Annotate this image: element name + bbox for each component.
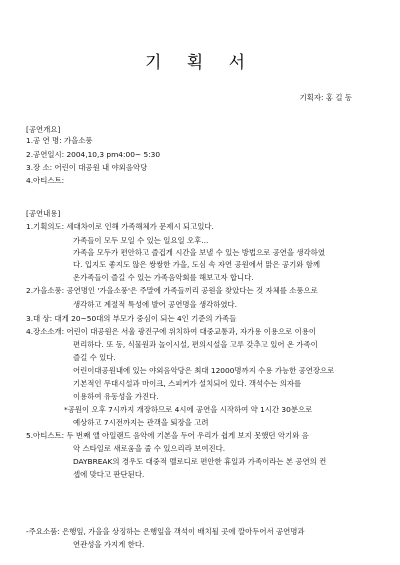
- document-title: 기 획 서: [144, 53, 256, 73]
- content-line: 즐길 수 있다.: [73, 353, 116, 362]
- planner-label: 기획자: 홍 길 동: [299, 93, 352, 102]
- content-line: 셉에 맞다고 판단된다.: [73, 470, 145, 479]
- content-line: 온가족들이 즐길 수 있는 가족음악회를 해보고자 합니다.: [73, 273, 254, 282]
- overview-item: 2.공연일시: 2004,10,3 pm4:00~ 5:30: [26, 150, 161, 159]
- overview-header: [공연개요]: [26, 125, 61, 134]
- content-line: 가족들이 모두 모일 수 있는 일요일 오후...: [73, 236, 209, 245]
- content-line: 악 스타일로 새로움을 줄 수 있으리라 보여진다.: [73, 444, 226, 453]
- content-line: 다. 입지도 좋지도 않은 쌍쌍한 가을, 도심 속 자연 공원에서 맑은 공기와 함께: [73, 260, 321, 269]
- content-line: 가족을 모두가 편안하고 즐겁게 시간을 보낼 수 있는 방법으로 공연을 생각하였: [73, 248, 325, 257]
- content-line: 4.장소소개: 어린이 대공원은 서울 광진구에 위치하여 대중교통과, 자가용 이용으로 이용이: [26, 327, 317, 336]
- overview-item: 3.장 소: 어린이 대공원 내 야외음악당: [26, 163, 148, 172]
- content-line: 5.아티스트: 두 번째 앨 아일랜드 음악에 기본을 두어 우리가 쉽게 보지 못했던 악기와 음: [26, 431, 309, 440]
- content-line: 2.가을소풍: 공연명인 '가을소풍'은 주말에 가족들끼리 공원을 찾았다는 것 자체를 소풍으로: [26, 286, 318, 295]
- content-line: 편리하다. 또 동, 식물원과 놀이시설, 편의시설을 고루 갖추고 있어 온 가족이: [73, 340, 318, 349]
- content-line: *공원이 오후 7시까지 개장하므로 4시에 공연을 시작하여 약 1시간 30분으로: [64, 405, 313, 414]
- content-line: 예상하고 7시전까지는 관객을 퇴장을 고려: [73, 418, 209, 427]
- content-line: 1.기획의도: 세대차이로 인해 가족해체가 문제시 되고있다.: [26, 222, 214, 231]
- note-line: 연관성을 가지게 한다.: [73, 540, 145, 549]
- content-header: [공연내용]: [26, 209, 61, 218]
- overview-item: 4.아티스트:: [26, 176, 65, 185]
- content-line: 3.대 상: 대게 20~50대의 부모가 중심이 되는 4인 기준의 가족들: [26, 314, 237, 323]
- content-line: 기본적인 무대시설과 마이크, 스피커가 설치되어 있다. 객석수는 의자를: [73, 379, 302, 388]
- note-line: -주요소품: 은행잎, 가을을 상징하는 은행잎을 객석이 배치될 곳에 깔아두어서 공연명과: [26, 527, 305, 536]
- content-line: 이용하여 유동성을 가진다.: [73, 392, 159, 401]
- content-line: DAYBREAK의 경우도 대중적 멜로디로 편안한 휴일과 가족이라는 본 공연의 컨: [73, 457, 327, 466]
- content-line: 어린이대공원내에 있는 야외음악당은 최대 12000명까지 수용 가능한 공연장으로: [73, 366, 335, 375]
- overview-item: 1.공 연 명: 가을소풍: [26, 136, 93, 145]
- content-line: 생각하고 계절적 특성에 발어 공연명을 생각하였다.: [73, 300, 238, 309]
